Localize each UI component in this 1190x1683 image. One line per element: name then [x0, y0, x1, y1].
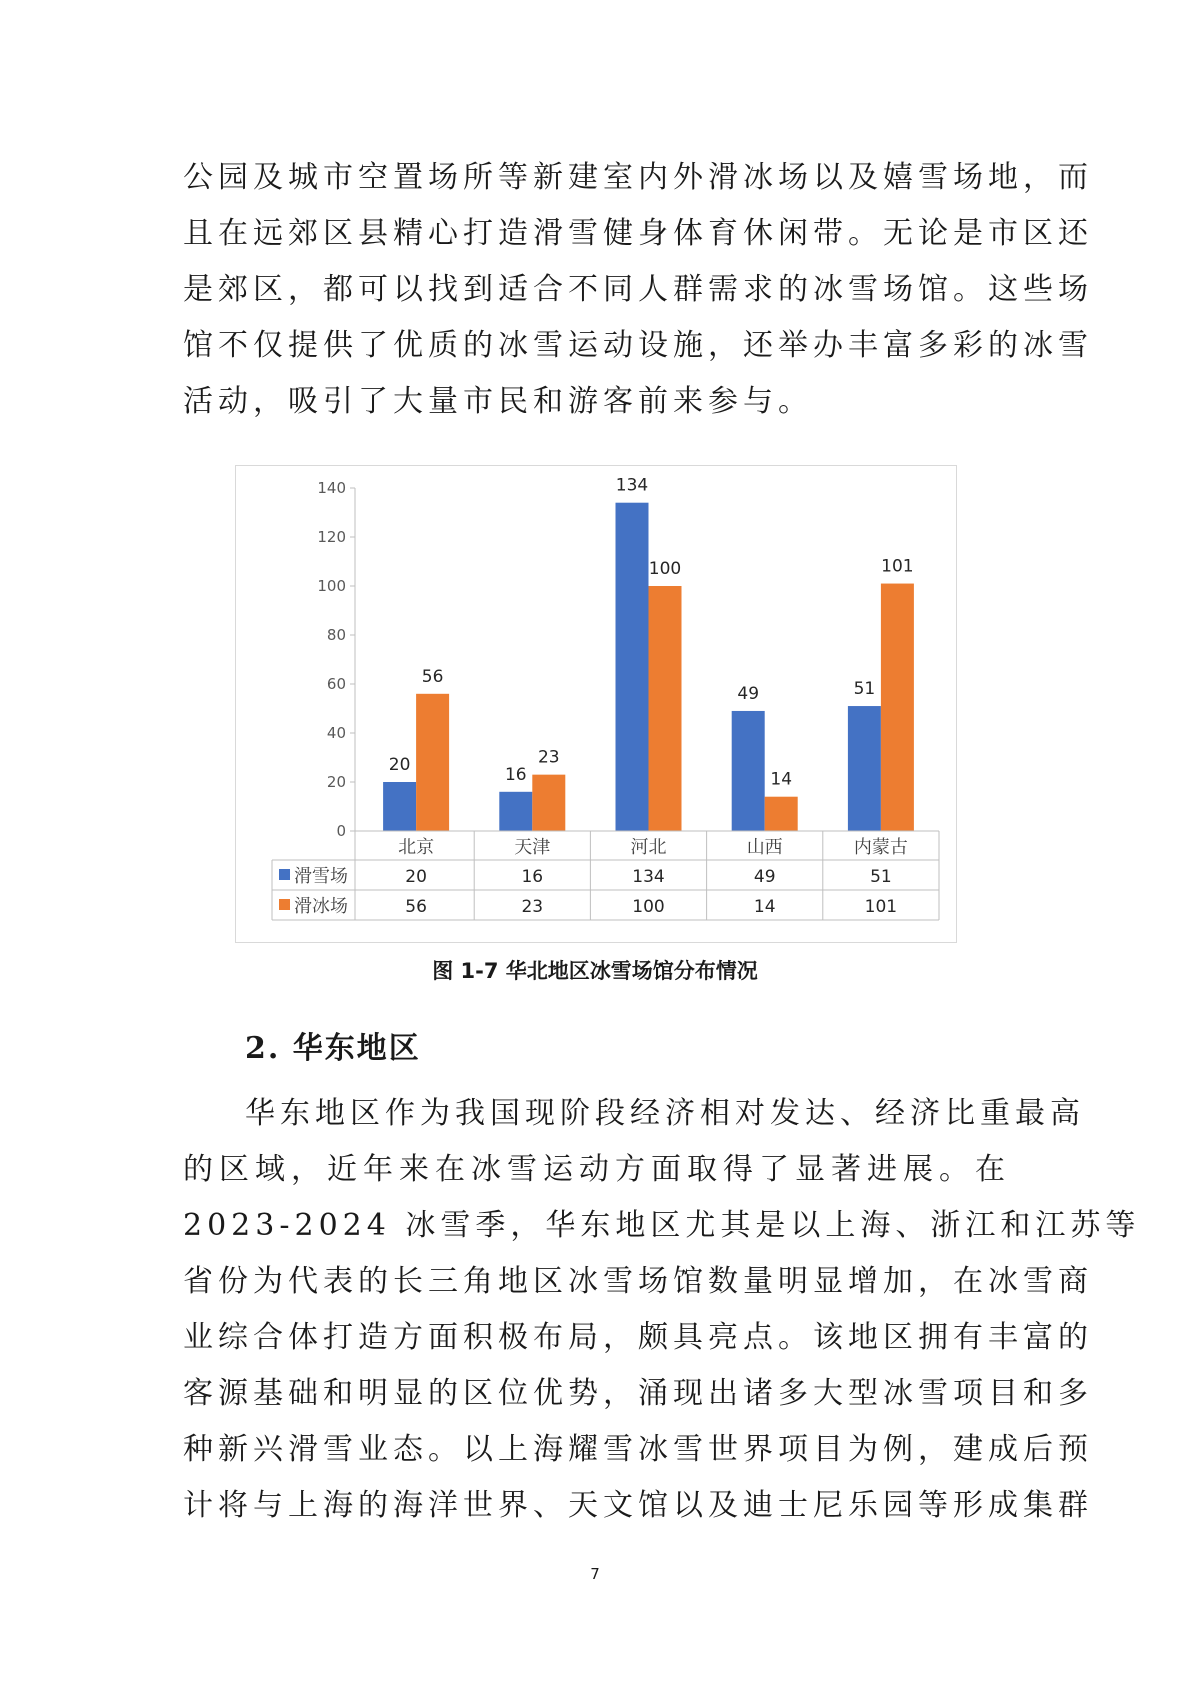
data-label: 23 [537, 747, 560, 768]
bar-ski [732, 711, 765, 831]
section-title: 2. 华东地区 [245, 1031, 421, 1066]
table-cell-value: 51 [870, 867, 892, 887]
legend-label: 滑雪场 [294, 866, 348, 887]
data-label: 51 [853, 679, 876, 700]
bar-ski [616, 503, 649, 831]
table-cell-value: 14 [753, 897, 776, 917]
paragraph-line: 业综合体打造方面积极布局，颇具亮点。该地区拥有丰富的 [183, 1320, 1093, 1355]
bar-ski [383, 782, 416, 831]
y-tick-label: 60 [326, 675, 346, 693]
data-label: 100 [648, 559, 682, 579]
table-cell-value: 100 [632, 897, 665, 917]
legend-label: 滑冰场 [294, 896, 348, 917]
paragraph-line: 馆不仅提供了优质的冰雪运动设施，还举办丰富多彩的冰雪 [183, 328, 1093, 363]
y-tick-label: 120 [317, 528, 346, 546]
data-label: 134 [615, 475, 649, 496]
y-tick-label: 20 [326, 773, 346, 791]
table-cell-value: 101 [864, 897, 898, 917]
table-cell-value: 20 [405, 867, 427, 887]
paragraph-line: 公园及城市空置场所等新建室内外滑冰场以及嬉雪场地，而 [183, 160, 1093, 195]
category-label: 山西 [746, 837, 783, 858]
table-cell-value: 49 [753, 867, 776, 887]
bar-skate [649, 586, 682, 831]
table-cell-value: 134 [632, 867, 665, 887]
data-label: 14 [770, 769, 793, 790]
category-label: 内蒙古 [853, 837, 908, 858]
figure-caption: 图 1-7 华北地区冰雪场馆分布情况 [432, 959, 758, 983]
y-tick-label: 100 [317, 577, 346, 595]
category-label: 河北 [630, 837, 667, 858]
data-label: 20 [388, 755, 411, 775]
category-label: 北京 [398, 837, 435, 858]
page-number: 7 [590, 1565, 600, 1583]
paragraph-line: 且在远郊区县精心打造滑雪健身体育休闲带。无论是市区还 [183, 216, 1093, 251]
data-label: 16 [504, 764, 527, 785]
paragraph-line: 2023-2024 冰雪季，华东地区尤其是以上海、浙江和江苏等 [183, 1208, 1141, 1243]
paragraph-line: 的区域，近年来在冰雪运动方面取得了显著进展。在 [183, 1152, 1010, 1187]
bar-chart [236, 466, 956, 942]
y-tick-label: 140 [317, 479, 346, 497]
data-label: 56 [421, 666, 444, 687]
table-cell-value: 16 [521, 867, 544, 887]
paragraph-line: 计将与上海的海洋世界、天文馆以及迪士尼乐园等形成集群 [183, 1488, 1093, 1523]
paragraph-line: 活动，吸引了大量市民和游客前来参与。 [183, 384, 813, 419]
paragraph-1 [183, 150, 1093, 430]
y-tick-label: 40 [326, 724, 346, 742]
y-tick-label: 80 [326, 626, 346, 644]
bar-skate [532, 775, 565, 831]
paragraph-line: 种新兴滑雪业态。以上海耀雪冰雪世界项目为例，建成后预 [183, 1432, 1093, 1467]
paragraph-line: 客源基础和明显的区位优势，涌现出诸多大型冰雪项目和多 [183, 1376, 1093, 1411]
bar-chart-figure [235, 465, 957, 943]
data-label: 49 [737, 683, 760, 704]
table-cell-value: 56 [405, 897, 427, 917]
y-tick-label: 0 [336, 822, 346, 840]
paragraph-2 [183, 1086, 1141, 1534]
bar-ski [499, 792, 532, 831]
bar-skate [765, 797, 798, 831]
bar-skate [416, 694, 449, 831]
data-label: 101 [881, 556, 914, 577]
bar-skate [881, 584, 914, 831]
paragraph-line: 省份为代表的长三角地区冰雪场馆数量明显增加，在冰雪商 [183, 1264, 1093, 1299]
legend-swatch [279, 899, 290, 910]
paragraph-line: 是郊区，都可以找到适合不同人群需求的冰雪场馆。这些场 [183, 272, 1093, 307]
category-label: 天津 [514, 837, 551, 858]
bar-ski [848, 706, 881, 831]
legend-swatch [279, 869, 290, 880]
paragraph-line: 华东地区作为我国现阶段经济相对发达、经济比重最高 [245, 1096, 1085, 1131]
table-cell-value: 23 [521, 897, 544, 917]
